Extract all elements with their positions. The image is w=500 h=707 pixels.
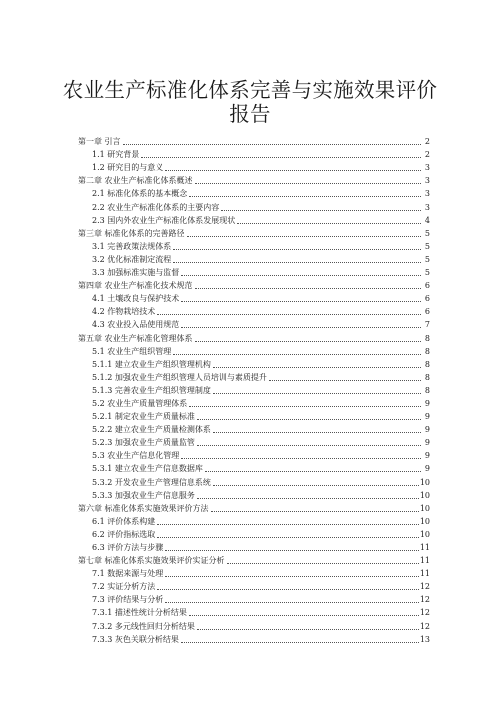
- toc-entry[interactable]: [78, 579, 430, 592]
- toc-entry-text: 5.3.2 开发农业生产管理信息系统: [92, 477, 211, 487]
- toc-entry[interactable]: [78, 448, 430, 461]
- toc-leader-dots: [213, 432, 421, 433]
- toc-entry-page: 10: [419, 503, 430, 513]
- toc-entry-page: 3: [424, 189, 430, 199]
- toc-entry-page: 12: [419, 608, 430, 618]
- toc-entry-page: 4: [424, 215, 430, 225]
- toc-entry[interactable]: [78, 186, 430, 199]
- toc-entry[interactable]: [78, 409, 430, 422]
- toc-leader-dots: [269, 380, 421, 381]
- toc-entry[interactable]: [78, 527, 430, 540]
- toc-entry[interactable]: [78, 357, 430, 370]
- toc-leader-dots: [181, 458, 421, 459]
- toc-entry-page: 5: [424, 228, 430, 238]
- toc-leader-dots: [205, 471, 421, 472]
- toc-entry[interactable]: [78, 514, 430, 527]
- toc-leader-dots: [181, 301, 421, 302]
- toc-entry-page: 9: [424, 451, 430, 461]
- toc-entry-page: 7: [424, 320, 430, 330]
- toc-entry-page: 10: [419, 477, 430, 487]
- toc-leader-dots: [173, 354, 421, 355]
- toc-entry-text: 第二章 农业生产标准化体系概述: [78, 176, 193, 186]
- toc-leader-dots: [195, 183, 421, 184]
- toc-entry-page: 9: [424, 425, 430, 435]
- toc-entry[interactable]: [78, 278, 430, 291]
- toc-leader-dots: [197, 419, 421, 420]
- toc-entry[interactable]: [78, 265, 430, 278]
- toc-entry-text: 3.1 完善政策法规体系: [92, 241, 172, 251]
- toc-entry-text: 3.3 加强标准实施与监督: [92, 268, 180, 278]
- document-title-line-1: 农业生产标准化体系完善与实施效果评价: [62, 78, 438, 102]
- toc-entry-page: 8: [424, 385, 430, 395]
- toc-leader-dots: [165, 602, 419, 603]
- toc-entry[interactable]: [78, 422, 430, 435]
- toc-leader-dots: [165, 576, 419, 577]
- toc-entry-text: 7.2 实证分析方法: [92, 582, 156, 592]
- toc-entry-page: 9: [424, 464, 430, 474]
- toc-entry-text: 第一章 引言: [78, 137, 121, 147]
- toc-leader-dots: [211, 511, 419, 512]
- toc-leader-dots: [165, 550, 419, 551]
- toc-entry-text: 5.2.1 制定农业生产质量标准: [92, 412, 195, 422]
- toc-entry-page: 11: [419, 569, 430, 579]
- toc-entry-page: 5: [424, 254, 430, 264]
- toc-entry-text: 第四章 农业生产标准化技术规范: [78, 281, 193, 291]
- toc-entry-page: 5: [424, 241, 430, 251]
- toc-entry-text: 第三章 标准化体系的完善路径: [78, 228, 185, 238]
- toc-entry-text: 7.3.2 多元线性回归分析结果: [92, 621, 195, 631]
- toc-entry-page: 8: [424, 359, 430, 369]
- toc-entry-text: 5.3 农业生产信息化管理: [92, 451, 180, 461]
- toc-leader-dots: [189, 615, 419, 616]
- toc-entry[interactable]: [78, 213, 430, 226]
- toc-entry[interactable]: [78, 147, 430, 160]
- toc-leader-dots: [141, 157, 421, 158]
- toc-entry-page: 6: [424, 307, 430, 317]
- toc-entry[interactable]: [78, 618, 430, 631]
- toc-entry-text: 4.2 作物栽培技术: [92, 307, 156, 317]
- toc-entry-page: 3: [424, 163, 430, 173]
- toc-entry-text: 5.2.3 加强农业生产质量监管: [92, 438, 195, 448]
- toc-entry-text: 4.1 土壤改良与保护技术: [92, 294, 180, 304]
- toc-entry-page: 6: [424, 281, 430, 291]
- toc-entry-text: 5.1.3 完善农业生产组织管理制度: [92, 385, 211, 395]
- toc-entry-page: 8: [424, 333, 430, 343]
- toc-entry[interactable]: [78, 501, 430, 514]
- toc-entry[interactable]: [78, 488, 430, 501]
- toc-entry-page: 10: [419, 490, 430, 500]
- toc-entry[interactable]: [78, 199, 430, 212]
- toc-entry[interactable]: [78, 592, 430, 605]
- toc-entry-text: 3.2 优化标准制定流程: [92, 254, 172, 264]
- toc-entry-page: 9: [424, 398, 430, 408]
- toc-entry-page: 9: [424, 412, 430, 422]
- document-title-line-2: 报告: [229, 102, 271, 126]
- toc-entry[interactable]: [78, 540, 430, 553]
- toc-entry[interactable]: [78, 605, 430, 618]
- toc-entry[interactable]: [78, 330, 430, 343]
- toc-leader-dots: [157, 524, 419, 525]
- toc-entry-text: 1.2 研究目的与意义: [92, 163, 164, 173]
- toc-entry-text: 7.1 数据来源与处理: [92, 569, 164, 579]
- toc-leader-dots: [181, 275, 421, 276]
- toc-entry[interactable]: [78, 252, 430, 265]
- toc-leader-dots: [221, 210, 421, 211]
- toc-leader-dots: [213, 485, 419, 486]
- toc-entry-page: 2: [424, 150, 430, 160]
- toc-entry[interactable]: [78, 461, 430, 474]
- toc-entry[interactable]: [78, 396, 430, 409]
- toc-leader-dots: [157, 314, 421, 315]
- toc-entry[interactable]: [78, 553, 430, 566]
- toc-leader-dots: [181, 642, 419, 643]
- toc-leader-dots: [195, 288, 421, 289]
- toc-entry-page: 8: [424, 346, 430, 356]
- toc-entry[interactable]: [78, 370, 430, 383]
- toc-entry-text: 7.3.3 灰色关联分析结果: [92, 634, 179, 644]
- toc-entry-text: 1.1 研究背景: [92, 150, 140, 160]
- toc-leader-dots: [157, 589, 419, 590]
- table-of-contents: [78, 134, 430, 645]
- toc-leader-dots: [187, 236, 421, 237]
- toc-leader-dots: [165, 170, 421, 171]
- toc-leader-dots: [173, 249, 421, 250]
- toc-entry-page: 12: [419, 595, 430, 605]
- toc-entry-page: 3: [424, 202, 430, 212]
- toc-leader-dots: [189, 196, 421, 197]
- toc-entry-page: 10: [419, 529, 430, 539]
- toc-leader-dots: [237, 223, 421, 224]
- toc-entry-page: 6: [424, 294, 430, 304]
- toc-entry-text: 5.1 农业生产组织管理: [92, 346, 172, 356]
- toc-leader-dots: [189, 406, 421, 407]
- toc-entry-text: 6.3 评价方法与步骤: [92, 543, 164, 552]
- toc-leader-dots: [197, 445, 421, 446]
- toc-entry-page: 12: [419, 582, 430, 592]
- toc-entry[interactable]: [78, 239, 430, 252]
- toc-entry-text: 5.2 农业生产质量管理体系: [92, 398, 188, 408]
- toc-entry-text: 第七章 标准化体系实施效果评价实证分析: [78, 556, 225, 566]
- toc-entry[interactable]: [78, 632, 430, 645]
- toc-entry-text: 5.1.1 建立农业生产组织管理机构: [92, 359, 211, 369]
- toc-entry-page: 5: [424, 268, 430, 278]
- toc-entry-text: 6.1 评价体系构建: [92, 516, 156, 526]
- toc-leader-dots: [123, 144, 421, 145]
- toc-entry-page: 3: [424, 176, 430, 186]
- toc-leader-dots: [197, 498, 419, 499]
- toc-entry-text: 7.3.1 描述性统计分析结果: [92, 608, 187, 618]
- toc-entry[interactable]: [78, 566, 430, 579]
- toc-entry[interactable]: [78, 304, 430, 317]
- toc-leader-dots: [213, 367, 421, 368]
- toc-entry[interactable]: [78, 474, 430, 487]
- toc-entry-page: 2: [424, 137, 430, 147]
- toc-entry[interactable]: [78, 383, 430, 396]
- toc-leader-dots: [213, 393, 421, 394]
- toc-entry-page: 9: [424, 438, 430, 448]
- toc-entry-text: 5.3.1 建立农业生产信息数据库: [92, 464, 203, 474]
- toc-leader-dots: [197, 629, 419, 630]
- toc-entry-text: 2.1 标准化体系的基本概念: [92, 189, 188, 199]
- toc-entry-text: 第六章 标准化体系实施效果评价方法: [78, 503, 209, 513]
- toc-entry-page: 13: [419, 634, 430, 644]
- toc-leader-dots: [181, 327, 421, 328]
- toc-entry-text: 5.2.2 建立农业生产质量检测体系: [92, 425, 211, 435]
- toc-entry-text: 第五章 农业生产标准化管理体系: [78, 333, 193, 343]
- toc-entry-page: 10: [419, 516, 430, 526]
- toc-leader-dots: [157, 537, 419, 538]
- toc-entry-text: 7.3 评价结果与分析: [92, 595, 164, 605]
- toc-entry-text: 2.3 国内外农业生产标准化体系发展现状: [92, 215, 236, 225]
- toc-entry[interactable]: [78, 435, 430, 448]
- toc-entry[interactable]: [78, 344, 430, 357]
- toc-entry-text: 5.3.3 加强农业生产信息服务: [92, 490, 195, 500]
- toc-entry-page: 11: [419, 556, 430, 566]
- toc-entry-text: 4.3 农业投入品使用规范: [92, 320, 180, 330]
- toc-leader-dots: [173, 262, 421, 263]
- toc-entry-page: 8: [424, 372, 430, 382]
- toc-entry-text: 5.1.2 加强农业生产组织管理人员培训与素质提升: [92, 372, 267, 382]
- toc-entry[interactable]: [78, 173, 430, 186]
- toc-entry-text: 2.2 农业生产标准化体系的主要内容: [92, 202, 220, 212]
- toc-entry-page: 11: [419, 543, 430, 552]
- toc-entry-text: 6.2 评价指标选取: [92, 529, 156, 539]
- toc-entry[interactable]: [78, 226, 430, 239]
- toc-entry[interactable]: [78, 134, 430, 147]
- toc-entry[interactable]: [78, 317, 430, 330]
- toc-leader-dots: [227, 563, 419, 564]
- toc-entry[interactable]: [78, 160, 430, 173]
- toc-leader-dots: [195, 341, 421, 342]
- toc-entry[interactable]: [78, 291, 430, 304]
- toc-entry-page: 12: [419, 621, 430, 631]
